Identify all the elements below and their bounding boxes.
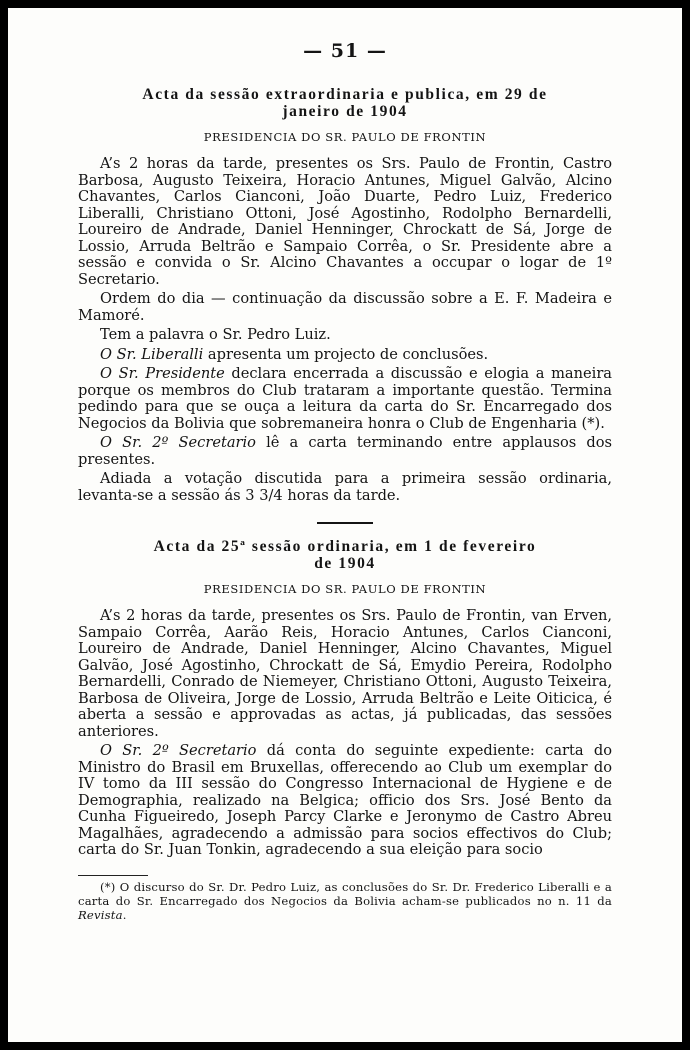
paragraph-text: lê a carta terminando entre applausos dos presentes. xyxy=(78,434,612,468)
speaker-name: O Sr. Liberalli xyxy=(100,345,204,363)
section-title-line1: Acta da sessão extraordinaria e publica, em 29 de xyxy=(142,86,548,103)
paragraph-text: dá conta do seguinte expediente: carta do Ministro do Brasil em Bruxellas, offerecendo ao Club um exemplar do IV tomo da III sessão do Congresso Internacional de Hygiene e de Demographia, realizado na Belgica; officio dos Srs. José Bento da Cunha Figueiredo, Joseph Parcy Clarke e Jeronymo de Castro Abreu Magalhães, agradecendo a admissão para socios effectivos do Club; carta do Sr. Juan Tonkin, agradecendo a sua eleição para socio xyxy=(78,742,613,858)
section-divider xyxy=(317,522,373,524)
footnote-rule xyxy=(78,875,148,876)
footnote-journal: Revista xyxy=(78,907,123,922)
speaker-name: O Sr. Presidente xyxy=(100,365,225,382)
footnote-end: . xyxy=(122,907,127,922)
paragraph-speaker: Tem a palavra o Sr. Pedro Luiz. xyxy=(100,326,331,343)
paragraph-attendance: A’s 2 horas da tarde, presentes os Srs. Paulo de Frontin, Castro Barbosa, Augusto Teixeira, Horacio Antunes, Miguel Galvão, Alcino Chavantes, Carlos Cianconi, João Duarte, Pedro Luiz, Frederico Liberalli, Christiano Ottoni, José Agostinho, Rodolpho Bernardelli, Loureiro de Andrade, Daniel Henninger, Chrockatt de Sá, Jorge de Lossio, Arruda Beltrão e Sampaio Corrêa, o Sr. Presidente abre a sessão e convida o Sr. Alcino Chavantes a occupar o logar de 1º Secretario. xyxy=(78,155,612,288)
paragraph-correspondence xyxy=(78,743,612,859)
paragraph-liberalli xyxy=(78,347,612,364)
paragraph-text: declara encerrada a discussão e elogia a maneira porque os membros do Club trataram a importante questão. Termina pedindo para que se ouça a leitura da carta do Sr. Encarregado dos Negocios da Bolivia que sobremaneira honra o Club de Engenharia (*). xyxy=(78,365,612,432)
paragraph-president xyxy=(78,366,612,432)
document-page xyxy=(78,38,612,922)
section-extraordinary-session xyxy=(78,86,612,504)
paragraph-secretary xyxy=(78,435,612,468)
presidency-line: PRESIDENCIA DO SR. PAULO DE FRONTIN xyxy=(203,130,487,144)
section-title-line2: janeiro de 1904 xyxy=(282,103,408,120)
paragraph-attendance: A’s 2 horas da tarde, presentes os Srs. Paulo de Frontin, van Erven, Sampaio Corrêa, Aarão Reis, Horacio Antunes, Carlos Cianconi, Loureiro de Andrade, Daniel Henninger, Alcino Chavantes, Miguel Galvão, José Agostinho, Chrockatt de Sá, Emydio Pereira, Rodolpho Bernardelli, Conrado de Niemeyer, Christiano Ottoni, Augusto Teixeira, Barbosa de Oliveira, Jorge de Lossio, Arruda Beltrão e Leite Oiticica, é aberta a sessão e approvadas as actas, já publicadas, das sessões anteriores. xyxy=(78,607,612,740)
paragraph-agenda: Ordem do dia — continuação da discussão sobre a E. F. Madeira e Mamoré. xyxy=(78,290,612,324)
paragraph-text: apresenta um projecto de conclusões. xyxy=(203,345,489,363)
footnote-text: (*) O discurso do Sr. Dr. Pedro Luiz, as conclusões do Sr. Dr. Frederico Liberalli e a carta do Sr. Encarregado dos Negocios da Bolivia acham-se publicados no n. 11 da xyxy=(78,879,612,908)
speaker-name: O Sr. 2º Secretario xyxy=(100,742,257,759)
paragraph-adjourn: Adiada a votação discutida para a primeira sessão ordinaria, levanta-se a sessão ás 3 3/4 horas da tarde. xyxy=(78,470,612,504)
page-number: — 51 — xyxy=(303,40,387,62)
section-ordinary-session xyxy=(78,538,612,859)
section-title-line1: Acta da 25ª sessão ordinaria, em 1 de fevereiro xyxy=(153,538,537,555)
section-title-line2: de 1904 xyxy=(314,555,376,572)
presidency-line: PRESIDENCIA DO SR. PAULO DE FRONTIN xyxy=(203,582,487,596)
speaker-name: O Sr. 2º Secretario xyxy=(100,434,256,451)
footnote xyxy=(78,880,612,922)
